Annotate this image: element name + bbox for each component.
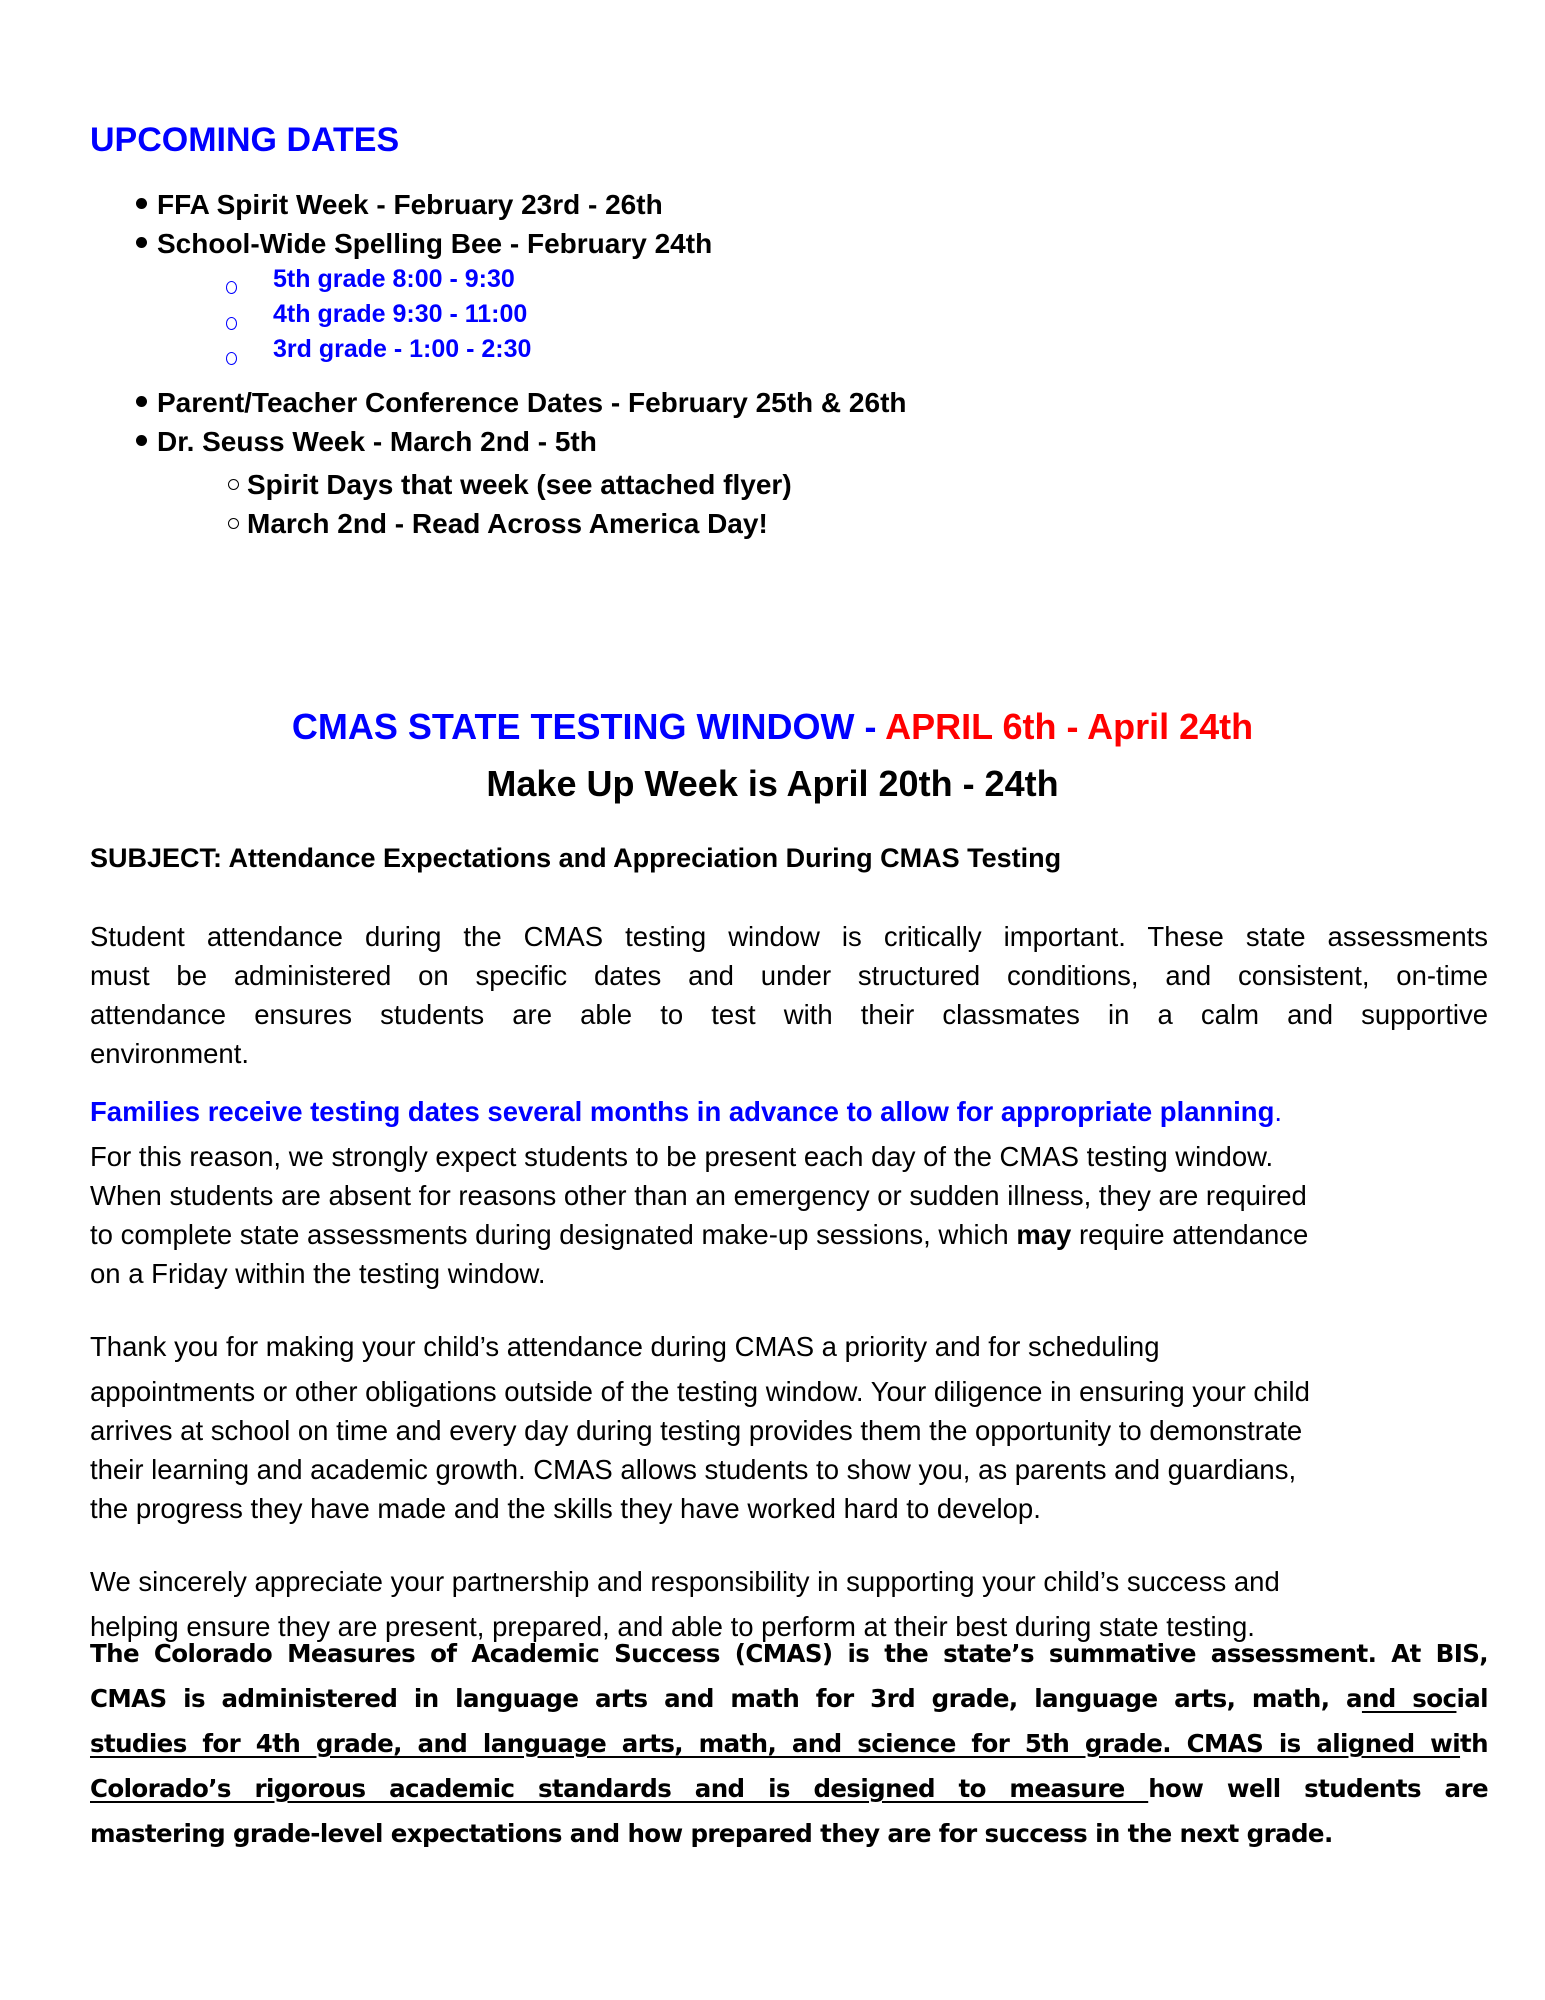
paragraph-line: The Colorado Measures of Academic Success (CMAS) is the state’s summative assessment. At BIS, [90, 1639, 1488, 1668]
planning-paragraph [90, 1092, 1488, 1131]
sub-list-item: 4th grade 9:30 - 11:00 [273, 300, 528, 328]
underlined-text: nd soc [1361, 1684, 1457, 1713]
list-item-text: School-Wide Spelling Bee - February 24th [157, 228, 713, 259]
paragraph-line: appointments or other obligations outside of the testing window. Your diligence in ensuring your child [90, 1376, 1310, 1407]
sub-list-item [228, 469, 792, 501]
paragraph-line: the progress they have made and the skills they have worked hard to develop. [90, 1493, 1041, 1524]
paragraph-line: We sincerely appreciate your partnership and responsibility in supporting your child’s success and [90, 1566, 1280, 1597]
underlined-text: studies for 4th grade, and language arts, math, and science for 5th grade. CMAS is aligned wi [90, 1729, 1461, 1758]
paragraph-line [90, 1676, 1488, 1721]
attendance-paragraph [90, 917, 1488, 1073]
thank-you-paragraph [90, 1327, 1488, 1528]
list-item [136, 189, 663, 221]
cmas-title-dates: APRIL 6th - April 24th [885, 706, 1254, 747]
paragraph-line: Thank you for making your child’s attendance during CMAS a priority and for scheduling [90, 1331, 1160, 1362]
planning-highlight: Families receive testing dates several months in advance to allow for appropriate planning [90, 1096, 1275, 1127]
paragraph-line: their learning and academic growth. CMAS allows students to show you, as parents and guardians, [90, 1454, 1297, 1485]
paragraph-line: on a Friday within the testing window. [90, 1258, 546, 1289]
bullet-icon [136, 198, 147, 209]
sub-list-item: 3rd grade - 1:00 - 2:30 [273, 335, 532, 363]
line-text: ial [1456, 1684, 1488, 1713]
paragraph-line: When students are absent for reasons other than an emergency or sudden illness, they are required [90, 1180, 1307, 1211]
paragraph-line: mastering grade-level expectations and how prepared they are for success in the next grade. [90, 1819, 1333, 1848]
hollow-bullet-icon [226, 317, 237, 330]
underlined-text: Colorado’s rigorous academic standards and is designed to measure [90, 1774, 1149, 1803]
hollow-bullet-icon [228, 518, 239, 529]
paragraph-line [90, 1721, 1488, 1766]
list-item [136, 228, 712, 260]
upcoming-dates-heading: UPCOMING DATES [90, 121, 400, 159]
sub-list-item-text: March 2nd - Read Across America Day! [247, 508, 768, 539]
subject-line: SUBJECT: Attendance Expectations and Appreciation During CMAS Testing [90, 843, 1062, 873]
hollow-bullet-icon [228, 479, 239, 490]
bullet-icon [136, 435, 147, 446]
sub-list-item: 5th grade 8:00 - 9:30 [273, 265, 515, 293]
makeup-week-heading: Make Up Week is April 20th - 24th [486, 763, 1059, 804]
sub-list-item-text: Spirit Days that week (see attached flyer) [247, 469, 792, 500]
list-item-text: FFA Spirit Week - February 23rd - 26th [157, 189, 663, 220]
cmas-testing-window-heading [0, 706, 1545, 748]
highlight-line [90, 1092, 1488, 1131]
paragraph-line: arrives at school on time and every day during testing provides them the opportunity to demonstrate [90, 1415, 1303, 1446]
paragraph-line: For this reason, we strongly expect students to be present each day of the CMAS testing window. [90, 1141, 1274, 1172]
cmas-title-label: CMAS STATE TESTING WINDOW - [291, 706, 886, 747]
paragraph-line: attendance ensures students are able to test with their classmates in a calm and supportive [90, 999, 1488, 1030]
emphasis-may: may [1016, 1219, 1072, 1250]
highlight-period: . [1274, 1096, 1283, 1127]
cmas-description-paragraph [90, 1631, 1488, 1856]
sub-list-item [228, 508, 768, 540]
line-text: th [1460, 1729, 1488, 1758]
paragraph-line [90, 1215, 1488, 1254]
hollow-bullet-icon [226, 281, 237, 294]
paragraph-line: environment. [90, 1038, 249, 1069]
list-item [136, 387, 907, 419]
paragraph-line: must be administered on specific dates and under structured conditions, and consistent, on-time [90, 960, 1488, 991]
list-item [136, 426, 597, 458]
bullet-icon [136, 396, 147, 407]
line-text: how well students are [1148, 1774, 1488, 1803]
hollow-bullet-icon [226, 352, 237, 365]
bullet-icon [136, 237, 147, 248]
paragraph-line: helping ensure they are present, prepared, and able to perform at their best during state testing. [90, 1611, 1255, 1642]
line-text: CMAS is administered in language arts and math for 3rd grade, language arts, math, a [90, 1684, 1362, 1713]
list-item-text: Parent/Teacher Conference Dates - February 25th & 26th [157, 387, 907, 418]
line-text: to complete state assessments during designated make-up sessions, which [90, 1219, 1017, 1250]
line-text: require attendance [1071, 1219, 1309, 1250]
paragraph-line: Student attendance during the CMAS testing window is critically important. These state assessments [90, 921, 1488, 952]
list-item-text: Dr. Seuss Week - March 2nd - 5th [157, 426, 597, 457]
planning-paragraph-body [90, 1137, 1488, 1293]
paragraph-line [90, 1766, 1488, 1811]
